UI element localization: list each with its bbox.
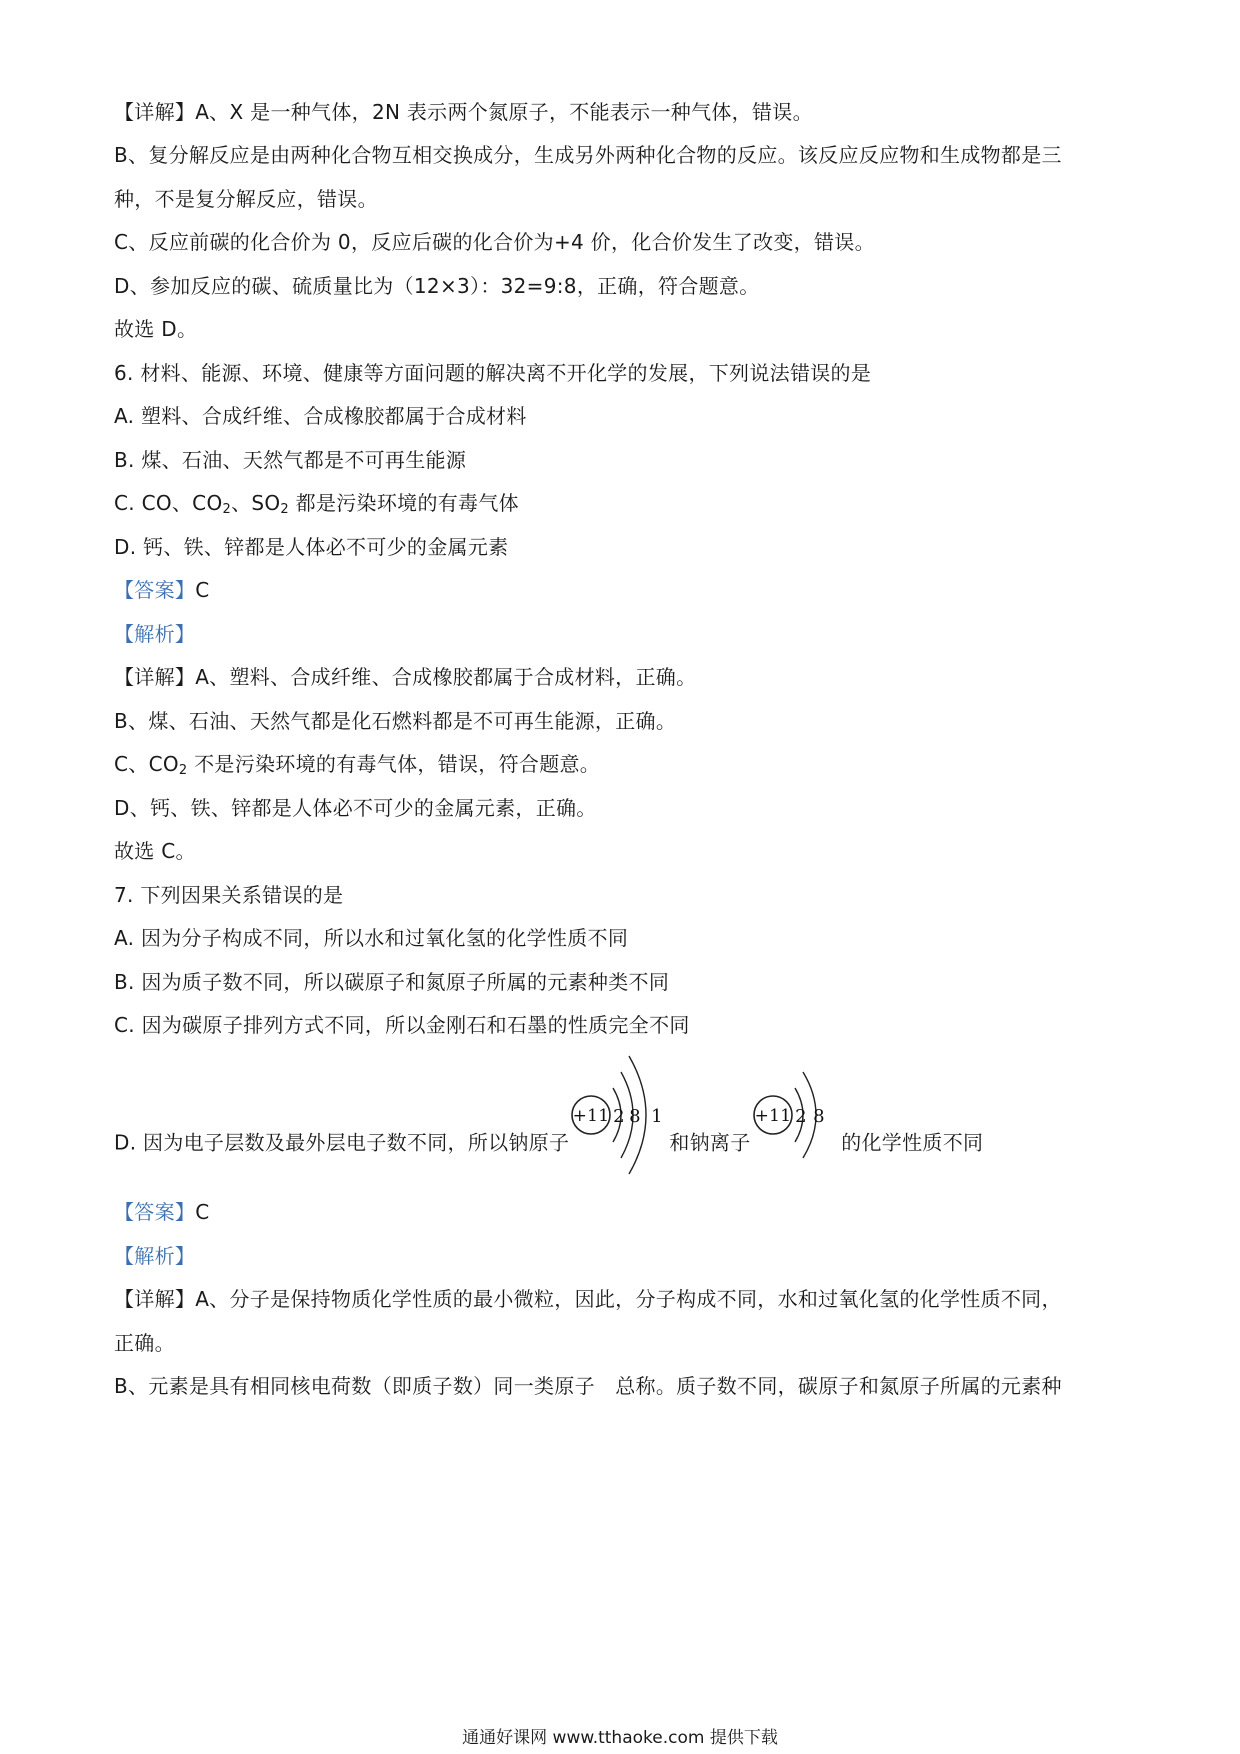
line-1: 【详解】A、X 是一种气体，2N 表示两个氮原子，不能表示一种气体，错误。: [114, 100, 813, 124]
question-6-option-b: B. 煤、石油、天然气都是不可再生能源: [114, 448, 467, 472]
question-6-answer: 【答案】C: [114, 578, 210, 602]
sodium-ion-diagram: [751, 1050, 835, 1238]
question-7-stem: 7. 下列因果关系错误的是: [114, 883, 344, 907]
question-6-option-c: C. CO、$CO_2$、$SO_2$ 都是污染环境的有毒气体: [114, 491, 519, 517]
sodium-ion-nucleus: +11: [754, 1106, 791, 1126]
sodium-atom-diagram: [569, 1050, 669, 1238]
question-7-detail-b: B、元素是具有相同核电荷数（即质子数）同一类原子 总称。质子数不同，碳原子和氮原子所属的元素种: [114, 1374, 1062, 1398]
question-6-stem: 6. 材料、能源、环境、健康等方面问题的解决离不开化学的发展，下列说法错误的是: [114, 361, 872, 385]
question-7-option-c: C. 因为碳原子排列方式不同，所以金刚石和石墨的性质完全不同: [114, 1013, 690, 1037]
line-4: C、反应前碳的化合价为 0，反应后碳的化合价为+4 价，化合价发生了改变，错误。: [114, 230, 875, 254]
question-6-selection: 故选 C。: [114, 839, 196, 863]
question-7-detail-a: 【详解】A、分子是保持物质化学性质的最小微粒，因此，分子构成不同，水和过氧化氢的化学性质不同，: [114, 1287, 1062, 1311]
sodium-atom-nucleus: +11: [572, 1106, 610, 1126]
line-3: 种，不是复分解反应，错误。: [114, 187, 378, 211]
question-7-option-d: D. 因为电子层数及最外层电子数不同，所以钠原子 +11 2 8 1 和钠离子 +11 2 8 的化学性质不同: [114, 1050, 983, 1180]
sodium-ion-shell-1: 2: [794, 1106, 807, 1127]
question-6-detail-b: B、煤、石油、天然气都是化石燃料都是不可再生能源，正确。: [114, 709, 677, 733]
question-6-detail-a: 【详解】A、塑料、合成纤维、合成橡胶都属于合成材料，正确。: [114, 665, 697, 689]
question-7-answer: 【答案】C: [114, 1200, 210, 1224]
sodium-ion-shell-2: 8: [812, 1106, 825, 1127]
question-7-analysis-heading: 【解析】: [114, 1244, 196, 1268]
sodium-atom-shell-2: 8: [629, 1106, 642, 1127]
line-5: D、参加反应的碳、硫质量比为（12×3）：32=9:8，正确，符合题意。: [114, 274, 760, 298]
question-6-analysis-heading: 【解析】: [114, 622, 196, 646]
question-7-option-b: B. 因为质子数不同，所以碳原子和氮原子所属的元素种类不同: [114, 970, 670, 994]
question-7-detail-a-cont: 正确。: [114, 1331, 175, 1355]
question-6-detail-d: D、钙、铁、锌都是人体必不可少的金属元素，正确。: [114, 796, 597, 820]
question-6-detail-c: C、$CO_2$ 不是污染环境的有毒气体，错误，符合题意。: [114, 752, 601, 778]
line-6: 故选 D。: [114, 317, 198, 341]
line-2: B、复分解反应是由两种化合物互相交换成分，生成另外两种化合物的反应。该反应反应物和生成物都是三: [114, 143, 1062, 167]
question-6-option-a: A. 塑料、合成纤维、合成橡胶都属于合成材料: [114, 404, 527, 428]
sodium-atom-shell-3: 1: [651, 1106, 664, 1127]
sodium-atom-shell-1: 2: [613, 1106, 626, 1127]
page-footer: 通通好课网 www.tthaoke.com 提供下载: [462, 1728, 778, 1748]
question-7-option-a: A. 因为分子构成不同，所以水和过氧化氢的化学性质不同: [114, 926, 629, 950]
question-6-option-d: D. 钙、铁、锌都是人体必不可少的金属元素: [114, 535, 509, 559]
